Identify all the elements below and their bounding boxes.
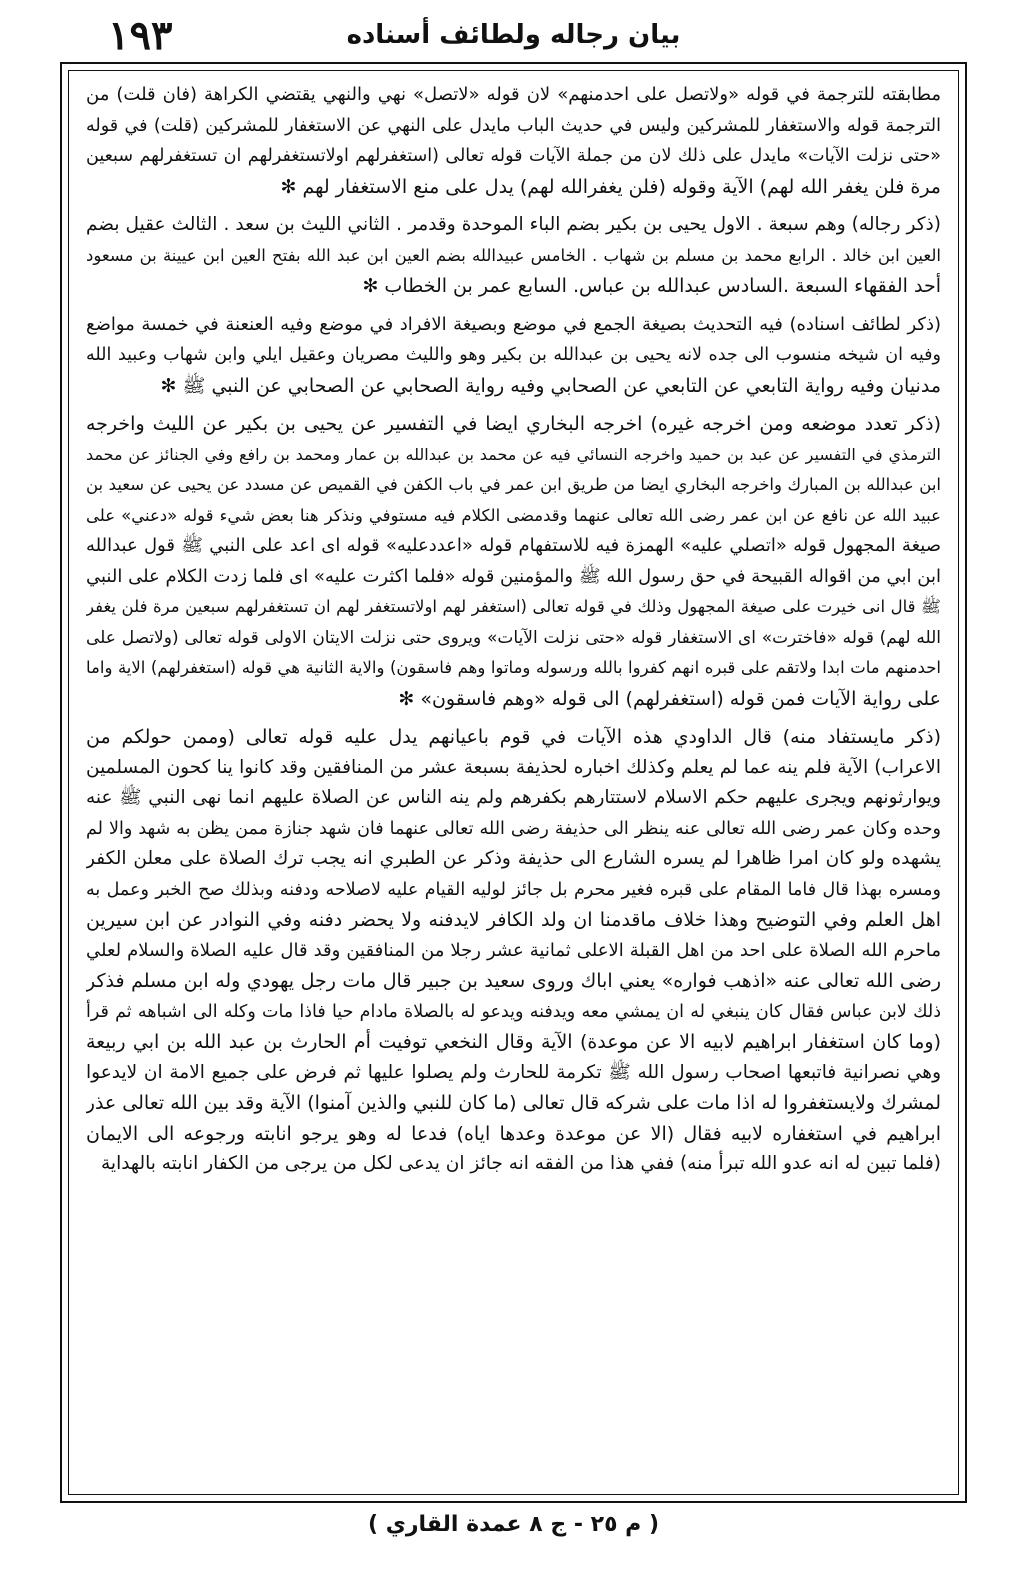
paragraph bbox=[86, 310, 941, 402]
text-line: ذلك لابن عباس فقال كان ينبغي له ان يمشي معه ويدفنه ويدعو له بالصلاة مادام حيا فاذا مات وكله الى اشباهه ثم قرأ bbox=[86, 1001, 941, 1022]
text-line: مطابقته للترجمة في قوله «ولاتصل على احدمنهم» لان قوله «لاتصل» نهي والنهي يقتضي الكراهة (فان قلت) من bbox=[86, 84, 941, 105]
text-line: على رواية الآيات فمن قوله (استغفرلهم) الى قوله «وهم فاسقون» ✻ bbox=[398, 687, 941, 710]
paragraph-gap bbox=[86, 401, 941, 409]
text-line: العين ابن خالد . الرابع محمد بن مسلم بن شهاب . الخامس عبيدالله بضم العين ابن عبد الله بفتح العين ابن عيينة بن مسعود bbox=[86, 245, 941, 265]
text-line: مرة فلن يغفر الله لهم) الآية وقوله (فلن يغفرالله لهم) يدل على منع الاستغفار لهم ✻ bbox=[280, 175, 941, 198]
text-line: الترمذي في التفسير عن عبد بن حميد واخرجه النسائي فيه عن محمد بن عبدالله بن عمار ومحمد بن رافع وفي الجنائز عن محمد bbox=[86, 444, 941, 464]
text-line: ماحرم الله الصلاة على احد من اهل القبلة الاعلى ثمانية عشر رجلا من المنافقين وقد قال عليه الصلاة والسلام لعلي bbox=[86, 939, 941, 961]
text-line: ابن عبدالله بن المبارك واخرجه البخاري ايضا من طريق ابن عمر في باب الكفن في القميص عن مسدد عن يحيى عن سعيد بن bbox=[86, 475, 941, 494]
text-line: مدنيان وفيه رواية التابعي عن التابعي عن الصحابي وفيه رواية الصحابي عن الصحابي عن النبي ﷺ ✻ bbox=[160, 374, 941, 397]
text-line: عبيد الله عن نافع عن ابن عمر رضى الله تعالى عنهما وقدمضى الكلام فيه مستوفي ونذكر هنا بعض شيء قوله «دعني» على bbox=[86, 505, 941, 525]
paragraph-gap bbox=[86, 202, 941, 210]
text-line: (ذكر لطائف اسناده) فيه التحديث بصيغة الجمع في موضع وبصيغة الافراد في موضع وفيه العنعنة في خمسة مواضع bbox=[86, 313, 941, 335]
text-line: ويوارثونهم ويجرى عليهم حكم الاسلام لاستتارهم بكفرهم ولم ينه الناس عن الصلاة عليهم انما نهى النبي ﷺ عنه bbox=[86, 787, 941, 808]
text-line: (ذكر تعدد موضعه ومن اخرجه غيره) اخرجه البخاري ايضا في التفسير عن يحيى بن بكير عن الليث واخرجه bbox=[86, 413, 941, 435]
paragraph bbox=[86, 80, 941, 202]
paragraph-gap bbox=[86, 302, 941, 310]
page-number: ١٩٣ bbox=[108, 12, 173, 59]
text-line: وفيه ان شيخه منسوب الى جده لانه يحيى بن عبدالله بن بكير وهو والليث مصريان وعقيل ايلي وابن شهاب وعبيد الله bbox=[86, 345, 941, 365]
text-line: وهي نصرانية فاتبعها اصحاب رسول الله ﷺ تكرمة للحارث ولم يصلوا عليها ثم فرض على جميع الامة ان لايدعوا bbox=[86, 1061, 941, 1083]
text-line: ومسره بهذا قال فاما المقام على قبره فغير محرم بل جائز لوليه القيام عليه لاصلاحه ودفنه وبذلك صح الخبر وعمل به bbox=[86, 879, 941, 900]
paragraph bbox=[86, 210, 941, 302]
text-line: (فلما تبين له انه عدو الله تبرأ منه) ففي هذا من الفقه انه جائز ان يدعى لكل من يرجى من الكفار انابته بالهداية bbox=[101, 1153, 941, 1174]
paragraph bbox=[86, 722, 941, 1180]
text-line: اهل العلم وفي التوضيح وهذا خلاف ماقدمنا ان ولد الكافر لايدفنه ولا يحضر دفنه وفي النوادر عن ابن سيرين bbox=[86, 909, 941, 931]
text-line: رضى الله تعالى عنه «اذهب فواره» يعني اباك وروى سعيد بن جبير قال مات رجل يهودي وله ابن مسلم فذكر bbox=[86, 970, 941, 992]
text-line: (ذكر رجاله) وهم سبعة . الاول يحيى بن بكير بضم الباء الموحدة وقدمر . الثاني الليث بن سعد . الثالث عقيل بضم bbox=[86, 214, 941, 235]
page-header bbox=[0, 0, 1027, 64]
text-line: «حتى نزلت الآيات» مايدل على ذلك لان من جملة الآيات قوله تعالى (استغفرلهم اولاتستغفرلهم ان تستغفرلهم سبعين bbox=[86, 146, 941, 166]
text-line: الاعراب) الآية فلم ينه عما لم يعلم وكذلك اخباره لحذيفة بسبعة عشر من المنافقين وقد كانوا ينا كحون المسلمين bbox=[86, 756, 941, 778]
text-line: احدمنهم مات ابدا ولاتقم على قبره انهم كفروا بالله ورسوله وماتوا وهم فاسقون) والاية الثانية هي قوله (استغفرلهم) الاية واما bbox=[86, 658, 941, 677]
text-line: لمشرك ولايستغفروا له اذا مات على شركه قال تعالى (ما كان للنبي والذين آمنوا) الآية وقد بين الله تعالى عذر bbox=[86, 1092, 941, 1114]
paragraph-gap bbox=[86, 714, 941, 722]
text-line: صيغة المجهول قوله «اتصلي عليه» الهمزة فيه للاستفهام قوله «اعددعليه» قوله اى اعد على النبي ﷺ قول عبدالله bbox=[86, 535, 941, 556]
text-line: يشهده ولو كان امرا ظاهرا لم يسره الشارع الى حذيفة وذكر عن الطبري انه يجب ترك الصلاة على معلن الكفر bbox=[86, 848, 941, 869]
text-line: (ذكر مايستفاد منه) قال الداودي هذه الآيات في قوم باعيانهم يدل عليه قوله تعالى (وممن حولكم من bbox=[86, 726, 941, 748]
text-line: (وما كان استغفار ابراهيم لابيه الا عن موعدة) الآية وقال النخعي توفيت أم الحارث بن عبد الله بن ابي ربيعة bbox=[86, 1031, 941, 1053]
main-text-body bbox=[86, 80, 941, 1490]
text-line: ﷺ قال انى خيرت على صيغة المجهول وذلك في قوله تعالى (استغفر لهم اولاتستغفر لهم ان تستغفرلهم سبعين مرة فلن يغفر bbox=[86, 597, 941, 616]
paragraph bbox=[86, 409, 941, 714]
text-line: الله لهم) قوله «فاخترت» اى الاستغفار قوله «حتى نزلت الآيات» ويروى حتى نزلت الايتان الاولى قوله تعالى (ولاتصل على bbox=[86, 627, 941, 648]
footer-signature: ( م ٢٥ - ج ٨ عمدة القاري ) bbox=[368, 1512, 659, 1537]
text-line: أحد الفقهاء السبعة .السادس عبدالله بن عباس. السابع عمر بن الخطاب ✻ bbox=[362, 275, 941, 297]
running-title: بيان رجاله ولطائف أسناده bbox=[346, 20, 681, 50]
text-line: ابن ابي من اقواله القبيحة في حق رسول الله ﷺ والمؤمنين قوله «فلما اكثرت عليه» اى فلما زدت الكلام على النبي bbox=[86, 565, 941, 587]
text-line: الترجمة قوله والاستغفار للمشركين وليس في حديث الباب مايدل على النهي عن الاستغفار للمشركين (قلت) في قوله bbox=[86, 115, 941, 136]
text-line: وحده وكان عمر رضى الله تعالى عنه ينظر الى حذيفة رضى الله تعالى عنهما فان شهد جنازة ممن يظن به شهد والا لم bbox=[86, 818, 941, 839]
text-line: ابراهيم في استغفاره لابيه فقال (الا عن موعدة وعدها اياه) فدعا له وهو يرجو انابته ورجوعه الى الايمان bbox=[86, 1122, 941, 1145]
